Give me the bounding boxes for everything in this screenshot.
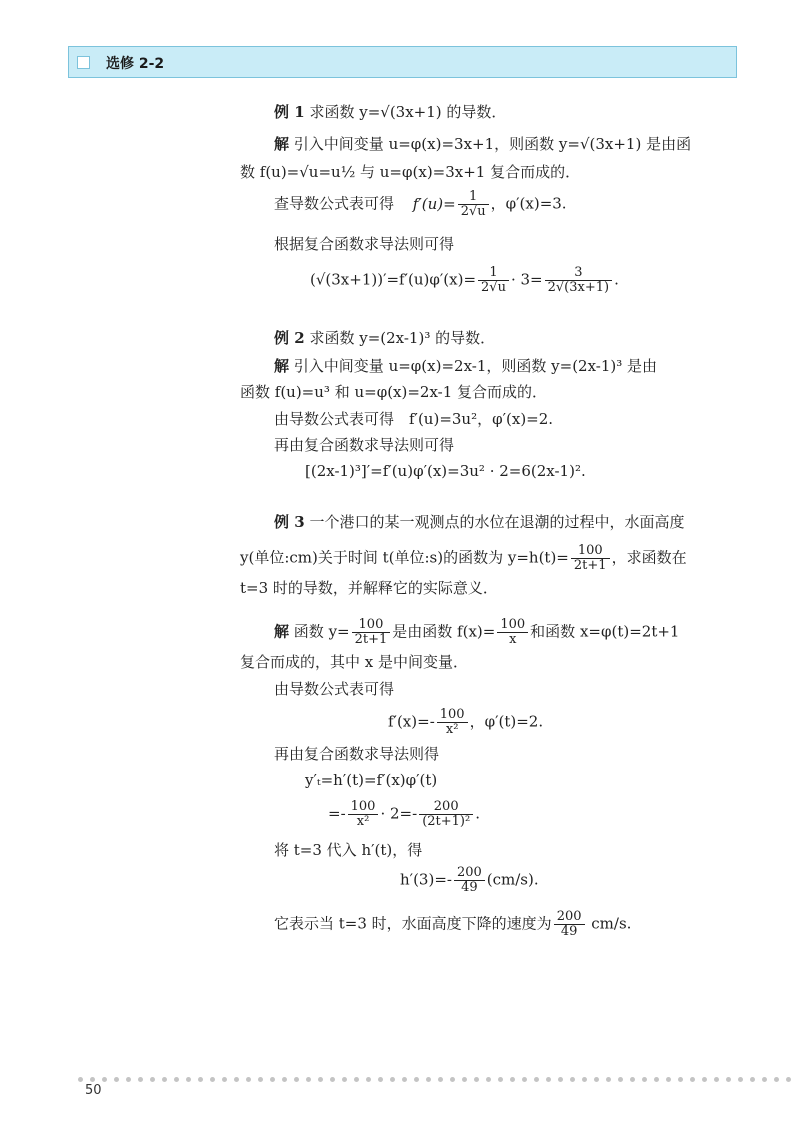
example-3-question-line-3: t=3 时的导数，并解释它的实际意义．	[240, 579, 498, 597]
header-bar	[68, 46, 737, 78]
divider-dot	[282, 1077, 287, 1082]
example-1-line-5-fraction-1	[478, 266, 509, 295]
divider-dot	[294, 1077, 299, 1082]
divider-dot	[750, 1077, 755, 1082]
example-3-question-text-2a: y(单位:cm)关于时间 t(单位:s)的函数为 y=h(t)=	[240, 548, 569, 567]
example-2-label: 例 2	[274, 329, 305, 347]
example-1-question	[274, 102, 506, 122]
divider-dot	[450, 1077, 455, 1082]
example-2-question	[274, 328, 495, 348]
example-3-solution-line-1	[274, 618, 679, 647]
example-3-solution-line-5: 再由复合函数求导法则得	[274, 745, 440, 763]
divider-dot	[78, 1077, 83, 1082]
divider-dot	[186, 1077, 191, 1082]
divider-dot	[534, 1077, 539, 1082]
page-number: 50	[85, 1083, 102, 1098]
fraction-numerator: 100	[437, 708, 468, 723]
divider-dot	[606, 1077, 611, 1082]
example-1-solution-text-1: 引入中间变量 u=φ(x)=3x+1，则函数 y=√(3x+1) 是由函	[293, 135, 692, 153]
divider-dot	[426, 1077, 431, 1082]
example-3-solution-line-10	[274, 910, 631, 939]
divider-dot	[210, 1077, 215, 1082]
example-2-solution-line-3: 由导数公式表可得 f′(u)=3u²，φ′(x)=2.	[274, 410, 554, 428]
example-3-question-line-2	[240, 544, 687, 573]
divider-dot	[270, 1077, 275, 1082]
fraction-denominator: x	[509, 632, 517, 647]
example-1-solution-line-3	[274, 190, 567, 219]
example-1-line-3-lhs: f′(u)=	[412, 194, 456, 213]
example-3-line-10-unit: cm/s.	[586, 914, 632, 933]
fraction-numerator: 100	[571, 544, 610, 559]
example-3-line-4-rhs: ，φ′(t)=2.	[469, 712, 544, 731]
example-3-line-9-fraction	[454, 866, 485, 895]
example-1-line-5-lhs: (√(3x+1))′=f′(u)φ′(x)=	[310, 270, 477, 289]
example-3-solution-label: 解	[274, 622, 290, 641]
divider-dot	[702, 1077, 707, 1082]
example-3-line-7-lhs: =-	[328, 804, 346, 823]
example-1-line-3-rhs: ，φ′(x)=3.	[490, 194, 567, 213]
divider-dot	[354, 1077, 359, 1082]
divider-dot	[474, 1077, 479, 1082]
divider-dot	[162, 1077, 167, 1082]
example-3-solution-line-8: 将 t=3 代入 h′(t)，得	[274, 841, 423, 859]
divider-dot	[306, 1077, 311, 1082]
divider-dot	[246, 1077, 251, 1082]
fraction-denominator: x²	[445, 722, 459, 737]
divider-dot	[762, 1077, 767, 1082]
example-3-line-7-mid: · 2=-	[380, 804, 418, 823]
fraction-denominator: 2√u	[460, 204, 486, 219]
divider-dot	[666, 1077, 671, 1082]
example-1-solution-line-5	[310, 266, 619, 295]
fraction-denominator: 49	[461, 880, 478, 895]
example-3-line-9-rhs: (cm/s).	[486, 870, 539, 889]
example-1-line-3-text: 查导数公式表可得	[274, 194, 395, 213]
divider-dot	[414, 1077, 419, 1082]
header-title: 选修 2-2	[106, 56, 165, 72]
divider-dot	[234, 1077, 239, 1082]
example-2-solution-line-2: 函数 f(u)=u³ 和 u=φ(x)=2x-1 复合而成的．	[240, 383, 548, 401]
example-1-solution-line-4: 根据复合函数求导法则可得	[274, 235, 455, 253]
example-2-solution-label: 解	[274, 357, 290, 375]
example-3-line-7-fraction-1	[348, 800, 379, 829]
example-3-solution-text-1b: 是由函数 f(x)=	[392, 622, 496, 641]
divider-dot	[678, 1077, 683, 1082]
example-3-question-text-2b: ，求函数在	[611, 548, 687, 567]
divider-dot	[618, 1077, 623, 1082]
example-1-line-5-fraction-2	[545, 266, 612, 295]
divider-dot	[90, 1077, 95, 1082]
fraction-denominator: 2t+1	[573, 558, 607, 573]
example-1-question-text: 求函数 y=√(3x+1) 的导数．	[309, 103, 507, 121]
divider-dot	[726, 1077, 731, 1082]
divider-dot	[342, 1077, 347, 1082]
fraction-denominator: 2√(3x+1)	[547, 280, 610, 295]
divider-dot	[366, 1077, 371, 1082]
fraction-denominator: 2√u	[481, 280, 506, 295]
example-1-solution-label: 解	[274, 135, 290, 153]
fraction-numerator: 100	[497, 618, 528, 633]
divider-dot	[546, 1077, 551, 1082]
header-square-icon	[77, 56, 90, 69]
example-3-line-4-lhs: f′(x)=-	[388, 712, 435, 731]
divider-dot	[150, 1077, 155, 1082]
divider-dot	[390, 1077, 395, 1082]
divider-dot	[690, 1077, 695, 1082]
divider-dot	[402, 1077, 407, 1082]
divider-dot	[654, 1077, 659, 1082]
fraction-numerator: 100	[352, 618, 391, 633]
divider-dot	[126, 1077, 131, 1082]
example-3-solution-text-1a: 函数 y=	[293, 622, 350, 641]
divider-dot	[258, 1077, 263, 1082]
divider-dot	[774, 1077, 779, 1082]
divider-dot	[222, 1077, 227, 1082]
example-1-solution-line-1	[274, 134, 691, 154]
example-3-line-7-end: .	[475, 804, 480, 823]
divider-dot	[498, 1077, 503, 1082]
divider-dot	[378, 1077, 383, 1082]
example-1-label: 例 1	[274, 103, 305, 121]
example-1-line-5-mid: · 3=	[510, 270, 543, 289]
fraction-numerator: 200	[554, 910, 585, 925]
divider-dot	[486, 1077, 491, 1082]
divider-dot	[138, 1077, 143, 1082]
example-3-solution-fraction-1	[352, 618, 391, 647]
example-3-line-7-fraction-2	[419, 800, 473, 829]
example-3-solution-line-2: 复合而成的，其中 x 是中间变量．	[240, 653, 468, 671]
example-3-question-text-1: 一个港口的某一观测点的水位在退潮的过程中，水面高度	[309, 513, 685, 531]
example-3-question-fraction	[571, 544, 610, 573]
example-3-question-line-1	[274, 512, 684, 532]
fraction-numerator: 100	[348, 800, 379, 815]
divider-dot	[330, 1077, 335, 1082]
example-3-line-10-text: 它表示当 t=3 时，水面高度下降的速度为	[274, 914, 552, 933]
example-3-solution-line-9	[400, 866, 539, 895]
divider-dot	[594, 1077, 599, 1082]
divider-dot	[582, 1077, 587, 1082]
divider-dot	[462, 1077, 467, 1082]
example-2-solution-line-5: [(2x-1)³]′=f′(u)φ′(x)=3u² · 2=6(2x-1)².	[305, 462, 586, 480]
footer-dotted-divider	[78, 1077, 800, 1083]
divider-dot	[642, 1077, 647, 1082]
fraction-numerator: 200	[419, 800, 473, 815]
fraction-denominator: 2t+1	[354, 632, 388, 647]
divider-dot	[198, 1077, 203, 1082]
example-3-solution-fraction-2	[497, 618, 528, 647]
divider-dot	[318, 1077, 323, 1082]
example-1-line-3-fraction	[458, 190, 489, 219]
divider-dot	[630, 1077, 635, 1082]
example-3-solution-text-1c: 和函数 x=φ(t)=2t+1	[530, 622, 680, 641]
divider-dot	[786, 1077, 791, 1082]
example-3-solution-line-4	[388, 708, 543, 737]
fraction-numerator: 1	[478, 266, 509, 281]
example-3-solution-line-3: 由导数公式表可得	[274, 680, 395, 698]
divider-dot	[438, 1077, 443, 1082]
fraction-numerator: 1	[458, 190, 489, 205]
divider-dot	[714, 1077, 719, 1082]
example-3-solution-line-7	[328, 800, 480, 829]
fraction-denominator: (2t+1)²	[422, 814, 471, 829]
fraction-denominator: x²	[356, 814, 370, 829]
divider-dot	[558, 1077, 563, 1082]
example-3-solution-line-6: y′ₜ=h′(t)=f′(x)φ′(t)	[305, 771, 438, 789]
divider-dot	[114, 1077, 119, 1082]
example-2-solution-line-1	[274, 356, 657, 376]
divider-dot	[174, 1077, 179, 1082]
example-2-solution-line-4: 再由复合函数求导法则可得	[274, 436, 455, 454]
example-1-line-5-end: .	[614, 270, 619, 289]
example-2-question-text: 求函数 y=(2x-1)³ 的导数．	[309, 329, 496, 347]
divider-dot	[570, 1077, 575, 1082]
fraction-denominator: 49	[560, 924, 578, 939]
example-1-solution-line-2: 数 f(u)=√u=u½ 与 u=φ(x)=3x+1 复合而成的．	[240, 163, 581, 181]
divider-dot	[738, 1077, 743, 1082]
fraction-numerator: 3	[545, 266, 612, 281]
divider-dot	[510, 1077, 515, 1082]
example-3-line-4-fraction	[437, 708, 468, 737]
divider-dot	[102, 1077, 107, 1082]
example-3-line-10-fraction	[554, 910, 585, 939]
divider-dot	[522, 1077, 527, 1082]
fraction-numerator: 200	[454, 866, 485, 881]
example-2-solution-text-1: 引入中间变量 u=φ(x)=2x-1，则函数 y=(2x-1)³ 是由	[293, 357, 658, 375]
example-3-label: 例 3	[274, 513, 305, 531]
example-3-line-9-lhs: h′(3)=-	[400, 870, 452, 889]
